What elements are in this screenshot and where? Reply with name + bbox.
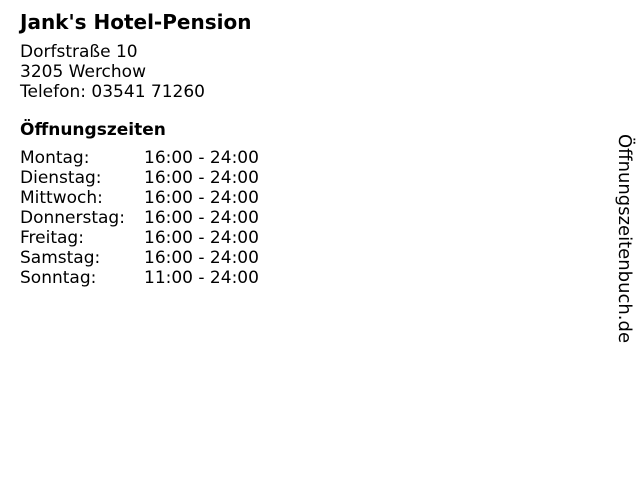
hours-time: 16:00 - 24:00 (144, 208, 259, 228)
business-card (20, 9, 580, 288)
hours-day: Samstag: (20, 248, 101, 268)
hours-time: 16:00 - 24:00 (144, 248, 259, 268)
opening-hours-list (20, 148, 580, 288)
hours-row-friday (20, 228, 580, 248)
hours-time: 16:00 - 24:00 (144, 188, 259, 208)
opening-hours-heading: Öffnungszeiten (20, 120, 166, 140)
site-watermark-label: Öffnungszeitenbuch.de (614, 134, 635, 344)
hours-row-thursday (20, 208, 580, 228)
hours-row-tuesday (20, 168, 580, 188)
hours-row-wednesday (20, 188, 580, 208)
hours-time: 16:00 - 24:00 (144, 228, 259, 248)
hours-day: Dienstag: (20, 168, 102, 188)
city-address: 3205 Werchow (20, 62, 146, 82)
phone-number: Telefon: 03541 71260 (20, 82, 205, 102)
hours-time: 16:00 - 24:00 (144, 168, 259, 188)
hours-time: 11:00 - 24:00 (144, 268, 259, 288)
hours-time: 16:00 - 24:00 (144, 148, 259, 168)
hours-day: Mittwoch: (20, 188, 103, 208)
hours-row-sunday (20, 268, 580, 288)
address-block (20, 42, 580, 102)
hours-day: Donnerstag: (20, 208, 125, 228)
hours-day: Sonntag: (20, 268, 97, 288)
hours-row-monday (20, 148, 580, 168)
street-address: Dorfstraße 10 (20, 42, 138, 62)
business-title: Jank's Hotel-Pension (20, 10, 252, 34)
hours-row-saturday (20, 248, 580, 268)
hours-day: Freitag: (20, 228, 84, 248)
hours-day: Montag: (20, 148, 90, 168)
